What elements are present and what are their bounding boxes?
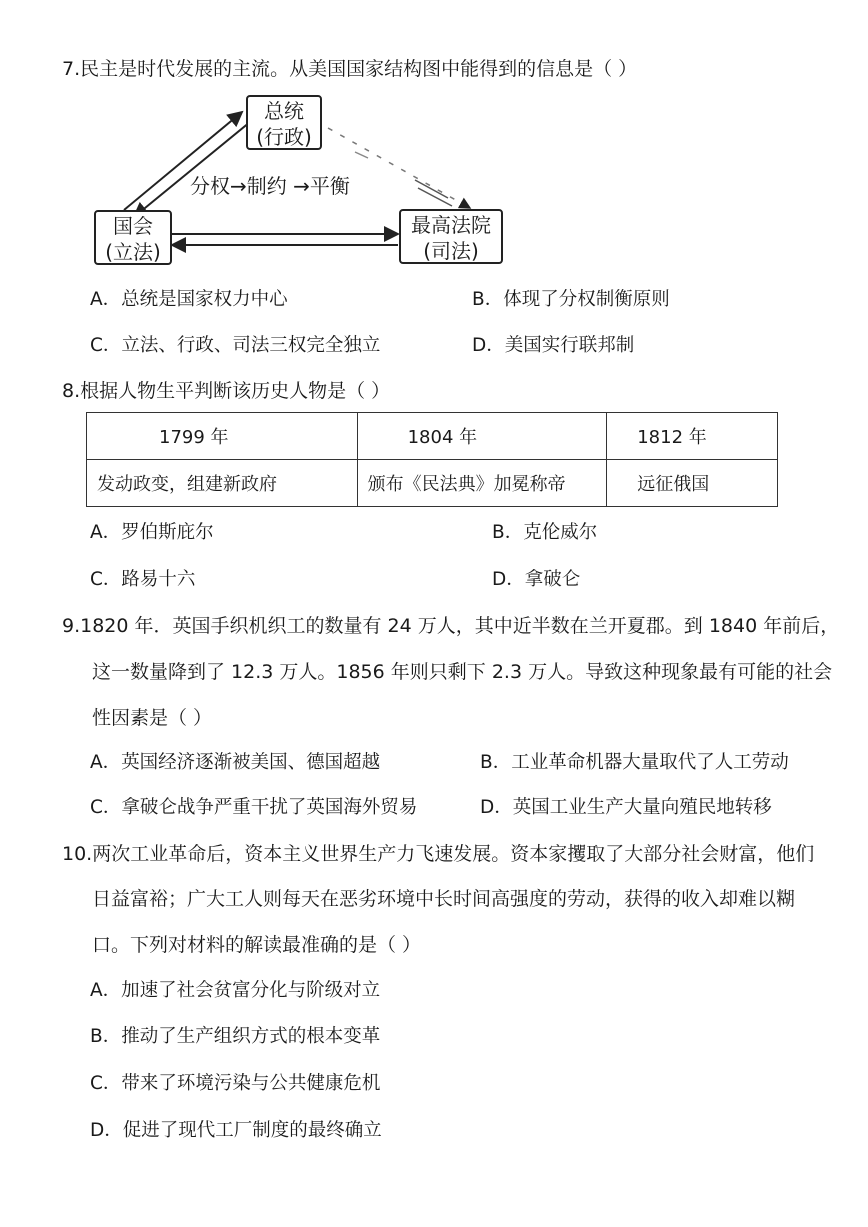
diagram-center-text: 分权→制约 →平衡: [190, 174, 350, 198]
court-box: [399, 209, 503, 264]
biography-table: [86, 412, 778, 507]
table-cell-year: 1812 年: [607, 413, 778, 460]
q10-option-a[interactable]: A．加速了社会贫富分化与阶级对立: [90, 980, 381, 1001]
q8-option-c[interactable]: C．路易十六: [90, 569, 196, 590]
table-row: [87, 413, 778, 460]
q9-option-a[interactable]: A．英国经济逐渐被美国、德国超越: [90, 752, 381, 773]
q9-option-d[interactable]: D．英国工业生产大量向殖民地转移: [480, 797, 772, 818]
q7-stem: 7.民主是时代发展的主流。从美国国家结构图中能得到的信息是（ ）: [62, 58, 638, 80]
q10-stem-line-3: 口。下列对材料的解读最准确的是（ ）: [92, 934, 422, 956]
president-label: 总统: [264, 99, 304, 123]
president-box: [246, 95, 322, 150]
q8-option-b[interactable]: B．克伦威尔: [492, 522, 598, 543]
q8-option-d[interactable]: D．拿破仑: [492, 569, 581, 590]
q10-stem-line-1: 10.两次工业革命后，资本主义世界生产力飞速发展。资本家攫取了大部分社会财富，他们: [62, 843, 815, 865]
table-cell-event: 远征俄国: [607, 460, 778, 507]
q8-option-a[interactable]: A．罗伯斯庇尔: [90, 522, 214, 543]
q10-option-c[interactable]: C．带来了环境污染与公共健康危机: [90, 1073, 381, 1094]
congress-role: (立法): [105, 240, 161, 264]
table-cell-year: 1799 年: [87, 413, 358, 460]
court-role: (司法): [423, 239, 479, 263]
q9-option-c[interactable]: C．拿破仑战争严重干扰了英国海外贸易: [90, 797, 418, 818]
q7-option-d[interactable]: D．美国实行联邦制: [472, 335, 635, 356]
q7-option-b[interactable]: B．体现了分权制衡原则: [472, 289, 670, 310]
table-cell-event: 发动政变，组建新政府: [87, 460, 358, 507]
q9-option-b[interactable]: B．工业革命机器大量取代了人工劳动: [480, 752, 789, 773]
president-role: (行政): [256, 125, 312, 149]
court-label: 最高法院: [411, 213, 491, 237]
q8-stem: 8.根据人物生平判断该历史人物是（ ）: [62, 380, 391, 402]
q9-stem-line-1: 9.1820 年．英国手织机织工的数量有 24 万人，其中近半数在兰开夏郡。到 1840 年前后，: [62, 615, 840, 637]
congress-box: [94, 210, 172, 265]
q10-option-b[interactable]: B．推动了生产组织方式的根本变革: [90, 1026, 381, 1047]
q9-stem-line-3: 性因素是（ ）: [92, 707, 213, 729]
q10-stem-line-2: 日益富裕；广大工人则每天在恶劣环境中长时间高强度的劳动，获得的收入却难以糊: [92, 888, 796, 910]
congress-label: 国会: [113, 214, 153, 238]
q9-stem-line-2: 这一数量降到了 12.3 万人。1856 年则只剩下 2.3 万人。导致这种现象最有可能的社会: [92, 661, 833, 683]
table-cell-event: 颁布《民法典》加冕称帝: [357, 460, 607, 507]
q10-option-d[interactable]: D．促进了现代工厂制度的最终确立: [90, 1120, 382, 1141]
table-row: [87, 460, 778, 507]
table-cell-year: 1804 年: [357, 413, 607, 460]
q7-option-c[interactable]: C．立法、行政、司法三权完全独立: [90, 335, 381, 356]
q7-option-a[interactable]: A．总统是国家权力中心: [90, 289, 288, 310]
